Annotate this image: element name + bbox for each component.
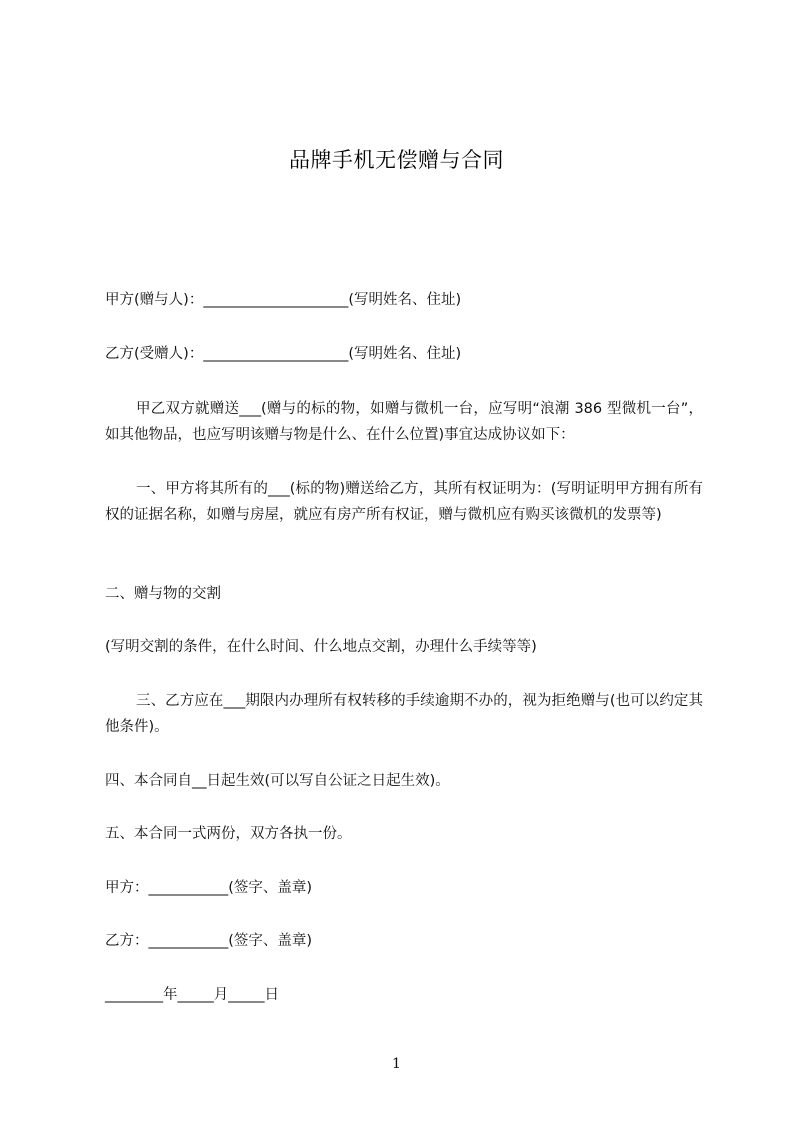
signature-party-a: 甲方：___________(签字、盖章) xyxy=(105,880,313,896)
page-number: 1 xyxy=(392,1056,401,1072)
clause-1-paragraph: 一、甲方将其所有的___(标的物)赠送给乙方，其所有权证明为：(写明证明甲方拥有所有权的证据名称，如赠与房屋，就应有房产所有权证，赠与微机应有购买该微机的发票等) xyxy=(105,481,703,523)
clause-3-paragraph: 三、乙方应在___期限内办理所有权转移的手续逾期不办的，视为拒绝赠与(也可以约定其他条件)。 xyxy=(105,693,703,735)
clause-5-line: 五、本合同一式两份，双方各执一份。 xyxy=(105,826,352,842)
party-b-line: 乙方(受赠人)：____________________(写明姓名、住址) xyxy=(105,346,462,362)
clause-2-body: (写明交割的条件，在什么时间、什么地点交割，办理什么手续等等) xyxy=(105,639,537,655)
party-a-line: 甲方(赠与人)：____________________(写明姓名、住址) xyxy=(105,292,462,308)
date-line: ________年_____月_____日 xyxy=(105,987,279,1003)
document-title: 品牌手机无偿赠与合同 xyxy=(289,148,504,172)
signature-party-b: 乙方：___________(签字、盖章) xyxy=(105,933,313,949)
intro-paragraph: 甲乙双方就赠送___(赠与的标的物，如赠与微机一台，应写明“浪潮 386 型微机一台”，如其他物品，也应写明该赠与物是什么、在什么位置)事宜达成协议如下： xyxy=(105,401,703,443)
clause-4-line: 四、本合同自__日起生效(可以写自公证之日起生效)。 xyxy=(105,773,450,789)
clause-2-heading: 二、赠与物的交割 xyxy=(105,586,221,602)
